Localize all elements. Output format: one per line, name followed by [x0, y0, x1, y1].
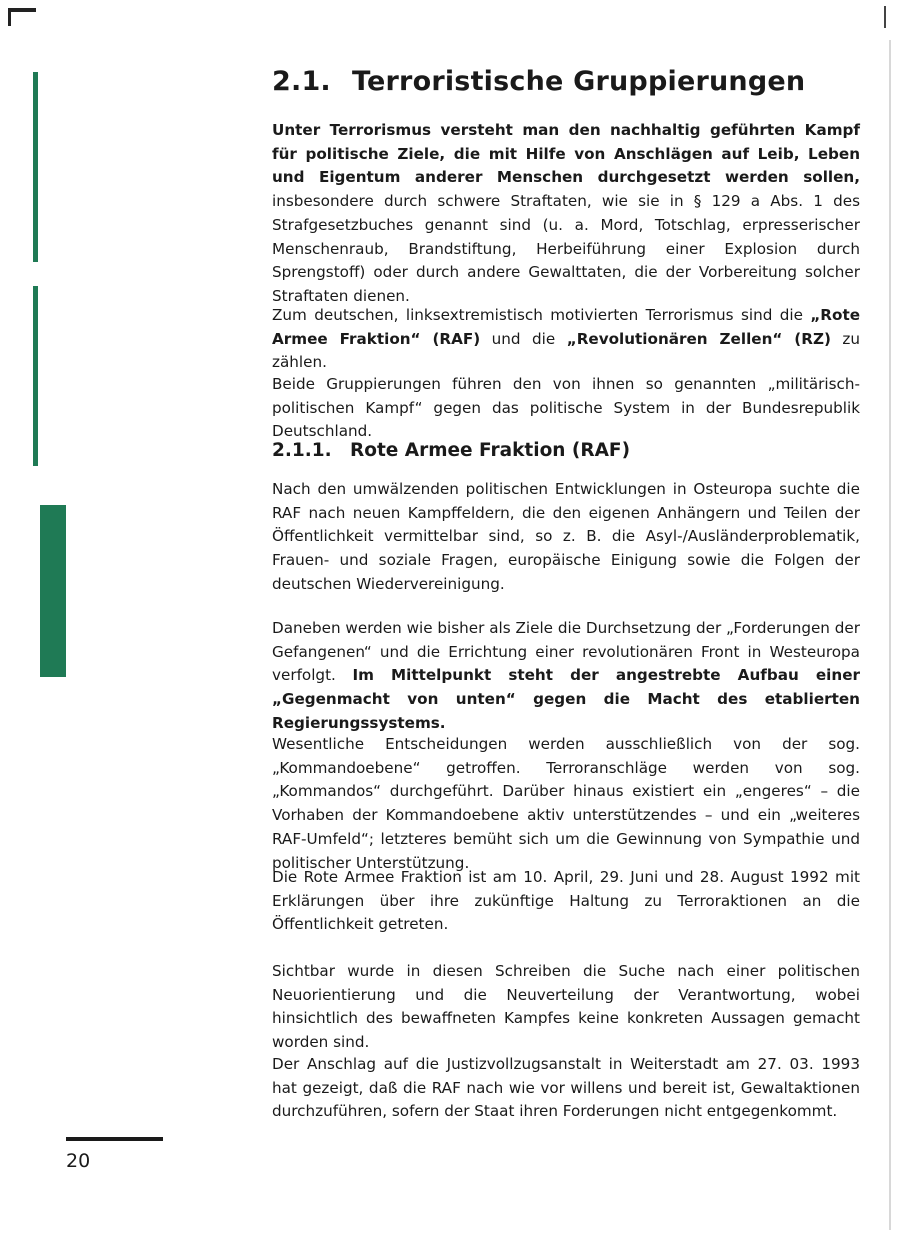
subsection-paragraph-3: Wesentliche Entscheidungen werden ausschließlich von der sog. „Kommandoebene“ getroffen. Terroranschläge werden von sog. „Kommandos“ durchgeführt. Darüber hinaus existiert ein „engeres“ – die Vorhaben der Kommandoebene aktiv unterstützendes – und ein „weiteres RAF-Umfeld“; letzteres bemüht sich um die Gewinnung von Sympathie und politischer Unterstützung. [272, 735, 860, 872]
crop-mark-top-left [8, 8, 36, 12]
crop-mark-top-right [884, 6, 886, 28]
margin-bar-1 [33, 72, 38, 262]
footer-rule [66, 1137, 163, 1141]
subsection-paragraph-1: Nach den umwälzenden politischen Entwicklungen in Osteuropa suchte die RAF nach neuen Kampffeldern, die den eigenen Anhängern und Teilen der Öffentlichkeit vermittelbar sind, so z. B. die Asyl-/Ausländerproblematik, Frauen- und soziale Fragen, europäische Einigung sowie die Folgen der deutschen Wiedervereinigung. [272, 480, 860, 593]
subsection-paragraph-4: Die Rote Armee Fraktion ist am 10. April, 29. Juni und 28. August 1992 mit Erklärungen über ihre zukünftige Haltung zu Terroraktionen an die Öffentlichkeit getreten. [272, 868, 860, 934]
text-run: und die [480, 329, 567, 348]
subsection-number: 2.1.1. [272, 440, 332, 461]
margin-bar-2 [33, 286, 38, 466]
rz-name: „Revolutionären Zellen“ (RZ) [566, 329, 831, 348]
subsection-paragraph-2 [272, 617, 860, 736]
section-intro-paragraph [272, 119, 860, 309]
section-heading [272, 66, 860, 97]
page-number: 20 [66, 1150, 91, 1172]
intro-bold: Unter Terrorismus versteht man den nachhaltig geführten Kampf für politische Ziele, die mit Hilfe von Anschlägen auf Leib, Leben und Eigentum anderer Menschen durchgesetzt werden sollen, [272, 121, 860, 187]
emphasis-run: Im Mittelpunkt steht der angestrebte Aufbau einer „Gegenmacht von unten“ gegen die Macht des etablierten Regierungssystems. [272, 666, 860, 732]
raf-name: „Rote Armee Fraktion“ (RAF) [272, 306, 860, 348]
section-number: 2.1. [272, 66, 331, 97]
intro-rest: insbesondere durch schwere Straftaten, wie sie in § 129 a Abs. 1 des Strafgesetzbuches genannt sind (u. a. Mord, Totschlag, erpresserischer Menschenraub, Brandstiftung, Herbeiführung einer Explosion durch Sprengstoff) oder durch andere Gewalttaten, die der Vorbereitung solcher Straftaten dienen. [272, 192, 860, 305]
subsection-paragraph-5: Sichtbar wurde in diesen Schreiben die Suche nach einer politischen Neuorientierung und die Neuverteilung der Verantwortung, wobei hinsichtlich des bewaffneten Kampfes keine konkreten Aussagen gemacht worden sind. [272, 962, 860, 1052]
text-run: zu zählen. [272, 329, 860, 372]
crop-mark-top-left-vertical [8, 8, 11, 26]
subsection-title: Rote Armee Fraktion (RAF) [350, 440, 631, 461]
section-title: Terroristische Gruppierungen [352, 66, 806, 97]
page-edge-line [889, 40, 891, 1230]
text-run: Daneben werden wie bisher als Ziele die Durchsetzung der „Forderungen der Gefangenen“ und die Errichtung einer revolutionären Front in Westeuropa verfolgt. [272, 619, 860, 685]
text-run: Zum deutschen, linksextremistisch motivierten Terrorismus sind die [272, 306, 811, 324]
margin-bar-block [40, 505, 66, 677]
section-paragraph-3: Beide Gruppierungen führen den von ihnen so genannten „militärisch-politischen Kampf“ gegen das politische System in der Bundesrepublik Deutschland. [272, 375, 860, 441]
subsection-heading [272, 440, 860, 461]
section-paragraph-2 [272, 304, 860, 375]
subsection-paragraph-6: Der Anschlag auf die Justizvollzugsanstalt in Weiterstadt am 27. 03. 1993 hat gezeigt, daß die RAF nach wie vor willens und bereit ist, Gewaltaktionen durchzuführen, sofern der Staat ihren Forderungen nicht entgegenkommt. [272, 1055, 860, 1121]
